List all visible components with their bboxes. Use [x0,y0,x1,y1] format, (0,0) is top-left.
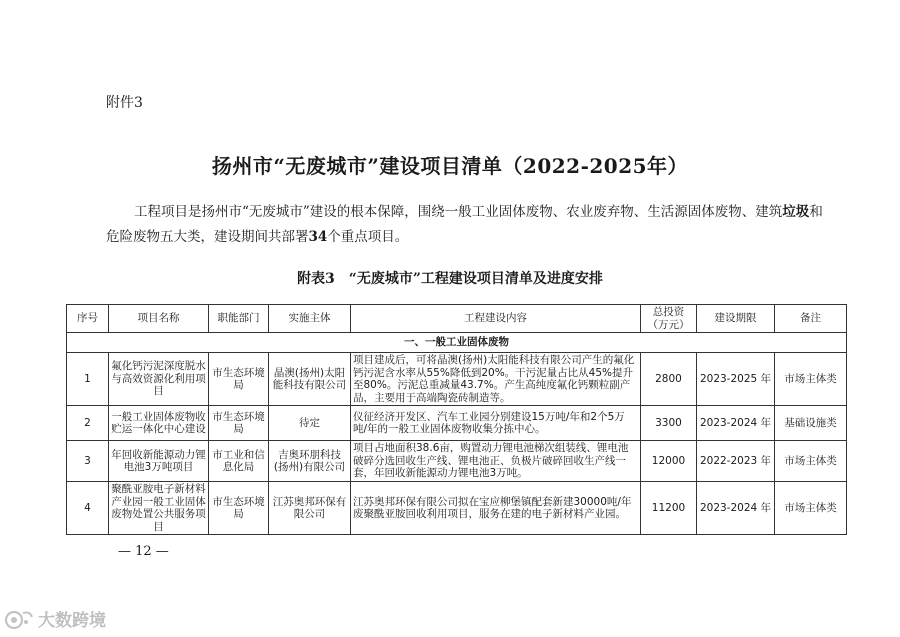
table-row [67,482,847,535]
header-content: 工程建设内容 [351,305,641,333]
header-entity: 实施主体 [269,305,351,333]
cell-name: 一般工业固体废物收贮运一体化中心建设 [109,406,209,441]
cell-no: 2 [67,406,109,441]
cell-content: 项目建成后，可将晶澳(扬州)太阳能科技有限公司产生的氟化钙污泥含水率从55%降低到20%。干污泥量占比从45%提升至80%。污泥总重减量43.7%。产生高纯度氟化钙颗粒副产品，主要用于高端陶瓷砖制造等。 [351,353,641,406]
table-row [67,406,847,441]
cell-name: 年回收新能源动力锂电池3万吨项目 [109,441,209,482]
cell-dept: 市工业和信息化局 [209,441,269,482]
cell-dept: 市生态环境局 [209,406,269,441]
header-no: 序号 [67,305,109,333]
cell-entity: 吉奥环朋科技(扬州)有限公司 [269,441,351,482]
camera-watermark-icon [4,607,34,631]
intro-text-3: 个重点项目。 [327,229,409,245]
cell-period: 2023-2024 年 [697,406,775,441]
header-dept: 职能部门 [209,305,269,333]
watermark-text: 大数跨境 [38,611,106,631]
cell-content: 项目占地面积38.6亩，购置动力锂电池梯次组装线、锂电池破碎分选回收生产线、锂电池正、负极片破碎回收生产线一套，年回收新能源动力锂电池3万吨。 [351,441,641,482]
cell-no: 4 [67,482,109,535]
intro-text-1: 工程项目是扬州市“无废城市”建设的根本保障，围绕一般工业固体废物、农业废弃物、生活源固体废物、建筑 [134,204,783,220]
intro-paragraph [106,200,826,250]
cell-investment: 2800 [641,353,697,406]
cell-investment: 3300 [641,406,697,441]
document-title: 扬州市“无废城市”建设项目清单（2022-2025年） [211,154,689,178]
cell-note: 市场主体类 [775,353,847,406]
cell-entity: 晶澳(扬州)太阳能科技有限公司 [269,353,351,406]
cell-entity: 待定 [269,406,351,441]
table-title: 附表3 “无废城市”工程建设项目清单及进度安排 [297,271,603,287]
section-title: 一、一般工业固体废物 [67,333,847,353]
cell-no: 3 [67,441,109,482]
watermark [4,606,106,631]
cell-content: 仪征经济开发区、汽车工业园分别建设15万吨/年和2个5万吨/年的一般工业固体废物收集分拣中心。 [351,406,641,441]
header-note: 备注 [775,305,847,333]
header-period: 建设期限 [697,305,775,333]
cell-period: 2023-2024 年 [697,482,775,535]
cell-note: 市场主体类 [775,441,847,482]
cell-investment: 11200 [641,482,697,535]
cell-no: 1 [67,353,109,406]
header-name: 项目名称 [109,305,209,333]
header-investment: 总投资（万元） [641,305,697,333]
table-header-row [67,305,847,333]
project-table [66,304,847,535]
intro-bold-2: 34 [308,229,328,245]
cell-entity: 江苏奥邦环保有限公司 [269,482,351,535]
cell-period: 2022-2023 年 [697,441,775,482]
cell-investment: 12000 [641,441,697,482]
cell-note: 市场主体类 [775,482,847,535]
page-number: — 12 — [118,544,169,559]
table-row [67,353,847,406]
section-row [67,333,847,353]
cell-name: 聚酰亚胺电子新材料产业园一般工业固体废物处置公共服务项目 [109,482,209,535]
intro-text-2: 和危险废物五大类，建设期间共部署 [106,204,823,245]
cell-dept: 市生态环境局 [209,482,269,535]
cell-content: 江苏奥邦环保有限公司拟在宝应柳堡镇配套新建30000吨/年废聚酰亚胺回收利用项目，服务在建的电子新材料产业园。 [351,482,641,535]
table-row [67,441,847,482]
cell-note: 基础设施类 [775,406,847,441]
intro-bold-1: 垃圾 [782,204,810,220]
cell-dept: 市生态环境局 [209,353,269,406]
cell-name: 氟化钙污泥深度脱水与高效资源化利用项目 [109,353,209,406]
cell-period: 2023-2025 年 [697,353,775,406]
attachment-label: 附件3 [106,95,143,111]
